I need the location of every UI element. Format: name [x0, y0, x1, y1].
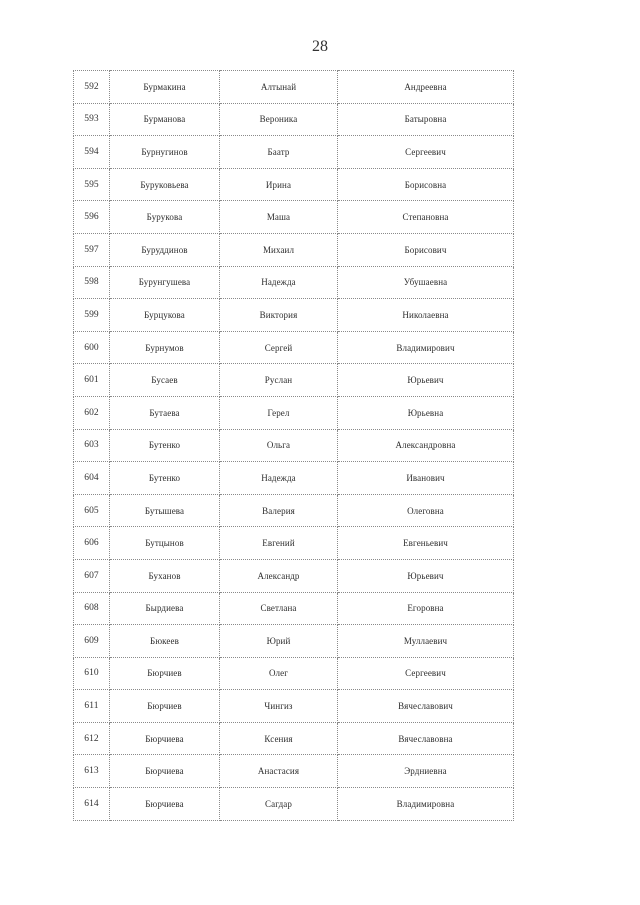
patronymic-cell: Иванович	[338, 462, 514, 495]
first-name-cell: Ольга	[220, 429, 338, 462]
surname-cell: Бырдиева	[110, 592, 220, 625]
surname-cell: Бутцынов	[110, 527, 220, 560]
row-number-cell: 610	[74, 657, 110, 690]
row-number-cell: 594	[74, 136, 110, 169]
first-name-cell: Надежда	[220, 266, 338, 299]
surname-cell: Бутенко	[110, 429, 220, 462]
table-row	[74, 788, 514, 821]
row-number-cell: 614	[74, 788, 110, 821]
table-row	[74, 494, 514, 527]
first-name-cell: Виктория	[220, 299, 338, 332]
first-name-cell: Михаил	[220, 233, 338, 266]
first-name-cell: Баатр	[220, 136, 338, 169]
first-name-cell: Ксения	[220, 722, 338, 755]
first-name-cell: Евгений	[220, 527, 338, 560]
patronymic-cell: Батыровна	[338, 103, 514, 136]
table-row	[74, 299, 514, 332]
row-number-cell: 592	[74, 71, 110, 104]
patronymic-cell: Вячеславович	[338, 690, 514, 723]
row-number-cell: 611	[74, 690, 110, 723]
table-row	[74, 592, 514, 625]
surname-cell: Бурнумов	[110, 331, 220, 364]
table-row	[74, 201, 514, 234]
surname-cell: Бурукова	[110, 201, 220, 234]
row-number-cell: 598	[74, 266, 110, 299]
patronymic-cell: Юрьевна	[338, 396, 514, 429]
first-name-cell: Вероника	[220, 103, 338, 136]
first-name-cell: Сагдар	[220, 788, 338, 821]
row-number-cell: 603	[74, 429, 110, 462]
surname-cell: Бюрчиев	[110, 657, 220, 690]
patronymic-cell: Олеговна	[338, 494, 514, 527]
first-name-cell: Герел	[220, 396, 338, 429]
table-row	[74, 429, 514, 462]
table-row	[74, 233, 514, 266]
first-name-cell: Надежда	[220, 462, 338, 495]
surname-cell: Бюкеев	[110, 625, 220, 658]
patronymic-cell: Александровна	[338, 429, 514, 462]
table-row	[74, 266, 514, 299]
surname-cell: Буруддинов	[110, 233, 220, 266]
patronymic-cell: Егоровна	[338, 592, 514, 625]
table-row	[74, 364, 514, 397]
table-row	[74, 136, 514, 169]
row-number-cell: 597	[74, 233, 110, 266]
row-number-cell: 608	[74, 592, 110, 625]
table-row	[74, 71, 514, 104]
first-name-cell: Ирина	[220, 168, 338, 201]
row-number-cell: 604	[74, 462, 110, 495]
first-name-cell: Сергей	[220, 331, 338, 364]
table-row	[74, 103, 514, 136]
surname-cell: Бюрчиев	[110, 690, 220, 723]
table-row	[74, 331, 514, 364]
row-number-cell: 593	[74, 103, 110, 136]
first-name-cell: Анастасия	[220, 755, 338, 788]
table-row	[74, 527, 514, 560]
roster-body	[74, 71, 514, 821]
patronymic-cell: Владимирович	[338, 331, 514, 364]
row-number-cell: 605	[74, 494, 110, 527]
row-number-cell: 606	[74, 527, 110, 560]
surname-cell: Бурмакина	[110, 71, 220, 104]
surname-cell: Бурцукова	[110, 299, 220, 332]
patronymic-cell: Убушаевна	[338, 266, 514, 299]
surname-cell: Бюрчиева	[110, 722, 220, 755]
patronymic-cell: Николаевна	[338, 299, 514, 332]
table-row	[74, 722, 514, 755]
first-name-cell: Маша	[220, 201, 338, 234]
surname-cell: Бурунгушева	[110, 266, 220, 299]
first-name-cell: Олег	[220, 657, 338, 690]
row-number-cell: 609	[74, 625, 110, 658]
first-name-cell: Валерия	[220, 494, 338, 527]
row-number-cell: 595	[74, 168, 110, 201]
patronymic-cell: Андреевна	[338, 71, 514, 104]
table-row	[74, 755, 514, 788]
patronymic-cell: Муллаевич	[338, 625, 514, 658]
table-row	[74, 625, 514, 658]
patronymic-cell: Юрьевич	[338, 559, 514, 592]
row-number-cell: 596	[74, 201, 110, 234]
first-name-cell: Алтынай	[220, 71, 338, 104]
roster-table	[73, 70, 514, 821]
row-number-cell: 599	[74, 299, 110, 332]
table-row	[74, 657, 514, 690]
row-number-cell: 600	[74, 331, 110, 364]
patronymic-cell: Борисовна	[338, 168, 514, 201]
page-number: 28	[312, 38, 328, 55]
patronymic-cell: Вячеславовна	[338, 722, 514, 755]
surname-cell: Буханов	[110, 559, 220, 592]
first-name-cell: Руслан	[220, 364, 338, 397]
surname-cell: Бурнугинов	[110, 136, 220, 169]
row-number-cell: 601	[74, 364, 110, 397]
surname-cell: Бурманова	[110, 103, 220, 136]
surname-cell: Буруковьева	[110, 168, 220, 201]
table-row	[74, 690, 514, 723]
table-row	[74, 462, 514, 495]
row-number-cell: 612	[74, 722, 110, 755]
table-row	[74, 396, 514, 429]
patronymic-cell: Юрьевич	[338, 364, 514, 397]
surname-cell: Бусаев	[110, 364, 220, 397]
surname-cell: Бутаева	[110, 396, 220, 429]
patronymic-cell: Эрдниевна	[338, 755, 514, 788]
row-number-cell: 607	[74, 559, 110, 592]
surname-cell: Бутенко	[110, 462, 220, 495]
first-name-cell: Чингиз	[220, 690, 338, 723]
patronymic-cell: Владимировна	[338, 788, 514, 821]
table-row	[74, 168, 514, 201]
row-number-cell: 602	[74, 396, 110, 429]
first-name-cell: Александр	[220, 559, 338, 592]
first-name-cell: Светлана	[220, 592, 338, 625]
surname-cell: Бюрчиева	[110, 755, 220, 788]
patronymic-cell: Борисович	[338, 233, 514, 266]
surname-cell: Бюрчиева	[110, 788, 220, 821]
patronymic-cell: Евгеньевич	[338, 527, 514, 560]
patronymic-cell: Степановна	[338, 201, 514, 234]
patronymic-cell: Сергеевич	[338, 136, 514, 169]
row-number-cell: 613	[74, 755, 110, 788]
first-name-cell: Юрий	[220, 625, 338, 658]
table-row	[74, 559, 514, 592]
patronymic-cell: Сергеевич	[338, 657, 514, 690]
surname-cell: Бутышева	[110, 494, 220, 527]
